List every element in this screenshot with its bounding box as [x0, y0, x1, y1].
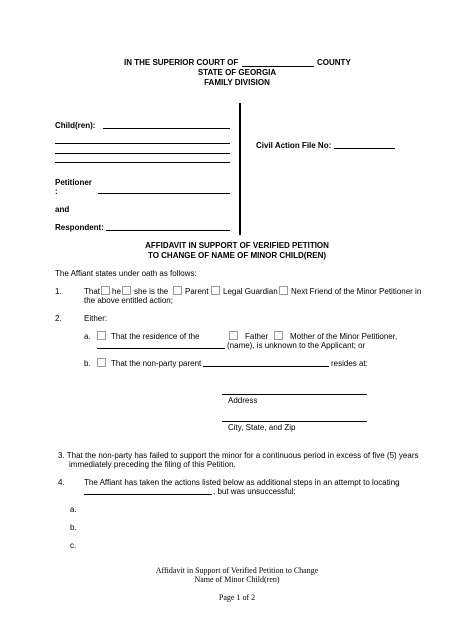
item1-number: 1. — [55, 287, 62, 296]
city-state-zip-label: City, State, and Zip — [228, 423, 296, 432]
civil-action-label: Civil Action File No: — [256, 141, 332, 150]
item2b-checkbox[interactable] — [97, 358, 106, 367]
item4-number: 4. — [58, 478, 65, 487]
item1-line2: the above entitled action; — [84, 296, 173, 305]
item2a-father: Father — [245, 332, 269, 341]
item4-sub-c: c. — [70, 541, 77, 550]
intro-text: The Affiant states under oath as follows: — [55, 269, 197, 278]
children-label: Child(ren): — [55, 121, 96, 130]
child-name-line-2[interactable] — [55, 143, 230, 144]
and-label: and — [55, 205, 70, 214]
item4-sub-b: b. — [70, 523, 77, 532]
item2a-line2: (name), is unknown to the Applicant; or — [227, 341, 366, 350]
caption-divider — [239, 103, 241, 235]
item3-line2: immediately preceding the filing of this Petition. — [69, 460, 236, 469]
petitioner-name-line[interactable] — [98, 193, 230, 194]
affidavit-title-line1: AFFIDAVIT IN SUPPORT OF VERIFIED PETITION — [145, 241, 329, 250]
footer-line2: Name of Minor Child(ren) — [194, 575, 280, 584]
non-party-parent-line[interactable] — [203, 366, 329, 367]
child-name-line-1[interactable] — [103, 128, 230, 129]
county-label: COUNTY — [317, 58, 351, 67]
item2b-text: That the non-party parent — [111, 359, 202, 368]
child-name-line-3[interactable] — [55, 153, 230, 154]
item2b-resides: resides at: — [331, 359, 368, 368]
item1-next-friend: Next Friend of the Minor Petitioner in — [291, 287, 422, 296]
he-checkbox[interactable] — [101, 286, 110, 295]
petitioner-label: Petitioner — [55, 178, 92, 187]
item3-line1: 3. That the non-party has failed to support the minor for a continuous period in excess of five (5) years — [58, 451, 419, 460]
state-heading: STATE OF GEORGIA — [197, 68, 277, 77]
respondent-name-line[interactable] — [106, 230, 230, 231]
item1-that: That — [84, 287, 101, 296]
item2-number: 2. — [55, 314, 62, 323]
page-number: Page 1 of 2 — [218, 593, 256, 602]
court-prefix: IN THE SUPERIOR COURT OF — [124, 58, 239, 67]
petitioner-colon: : — [55, 187, 58, 196]
item2b-label: b. — [84, 359, 91, 368]
father-checkbox[interactable] — [229, 331, 238, 340]
civil-action-line[interactable] — [334, 148, 395, 149]
footer-line1: Affidavit in Support of Verified Petition to Change — [155, 566, 319, 575]
item4-line1: The Affiant has taken the actions listed below as additional steps in an attempt to locating — [84, 478, 400, 487]
item2-either: Either: — [84, 314, 108, 323]
she-checkbox[interactable] — [122, 286, 131, 295]
affidavit-title-line2: TO CHANGE OF NAME OF MINOR CHILD(REN) — [147, 251, 327, 260]
city-state-zip-line[interactable] — [222, 421, 367, 422]
item2a-checkbox[interactable] — [97, 331, 106, 340]
item4-sub-a: a. — [70, 505, 77, 514]
item1-he: he — [112, 287, 121, 296]
item1-she-is-the: she is the — [134, 287, 169, 296]
item1-parent: Parent — [185, 287, 209, 296]
county-blank[interactable] — [242, 66, 314, 67]
item2a-label: a. — [84, 332, 91, 341]
item4-line2: , but was unsuccessful: — [213, 487, 296, 496]
item2a-mother: Mother of the Minor Petitioner, — [290, 332, 398, 341]
parent-checkbox[interactable] — [173, 286, 182, 295]
item1-legal-guardian: Legal Guardian — [223, 287, 278, 296]
address-line[interactable] — [222, 394, 367, 395]
address-label: Address — [228, 396, 258, 405]
division-heading: FAMILY DIVISION — [204, 78, 270, 87]
item2a-name-line[interactable] — [97, 348, 225, 349]
item2a-text: That the residence of the — [111, 332, 200, 341]
legal-guardian-checkbox[interactable] — [211, 286, 220, 295]
item4-locate-line[interactable] — [84, 494, 212, 495]
mother-checkbox[interactable] — [274, 331, 283, 340]
next-friend-checkbox[interactable] — [279, 286, 288, 295]
child-name-line-4[interactable] — [55, 162, 230, 163]
respondent-label: Respondent: — [55, 223, 104, 232]
